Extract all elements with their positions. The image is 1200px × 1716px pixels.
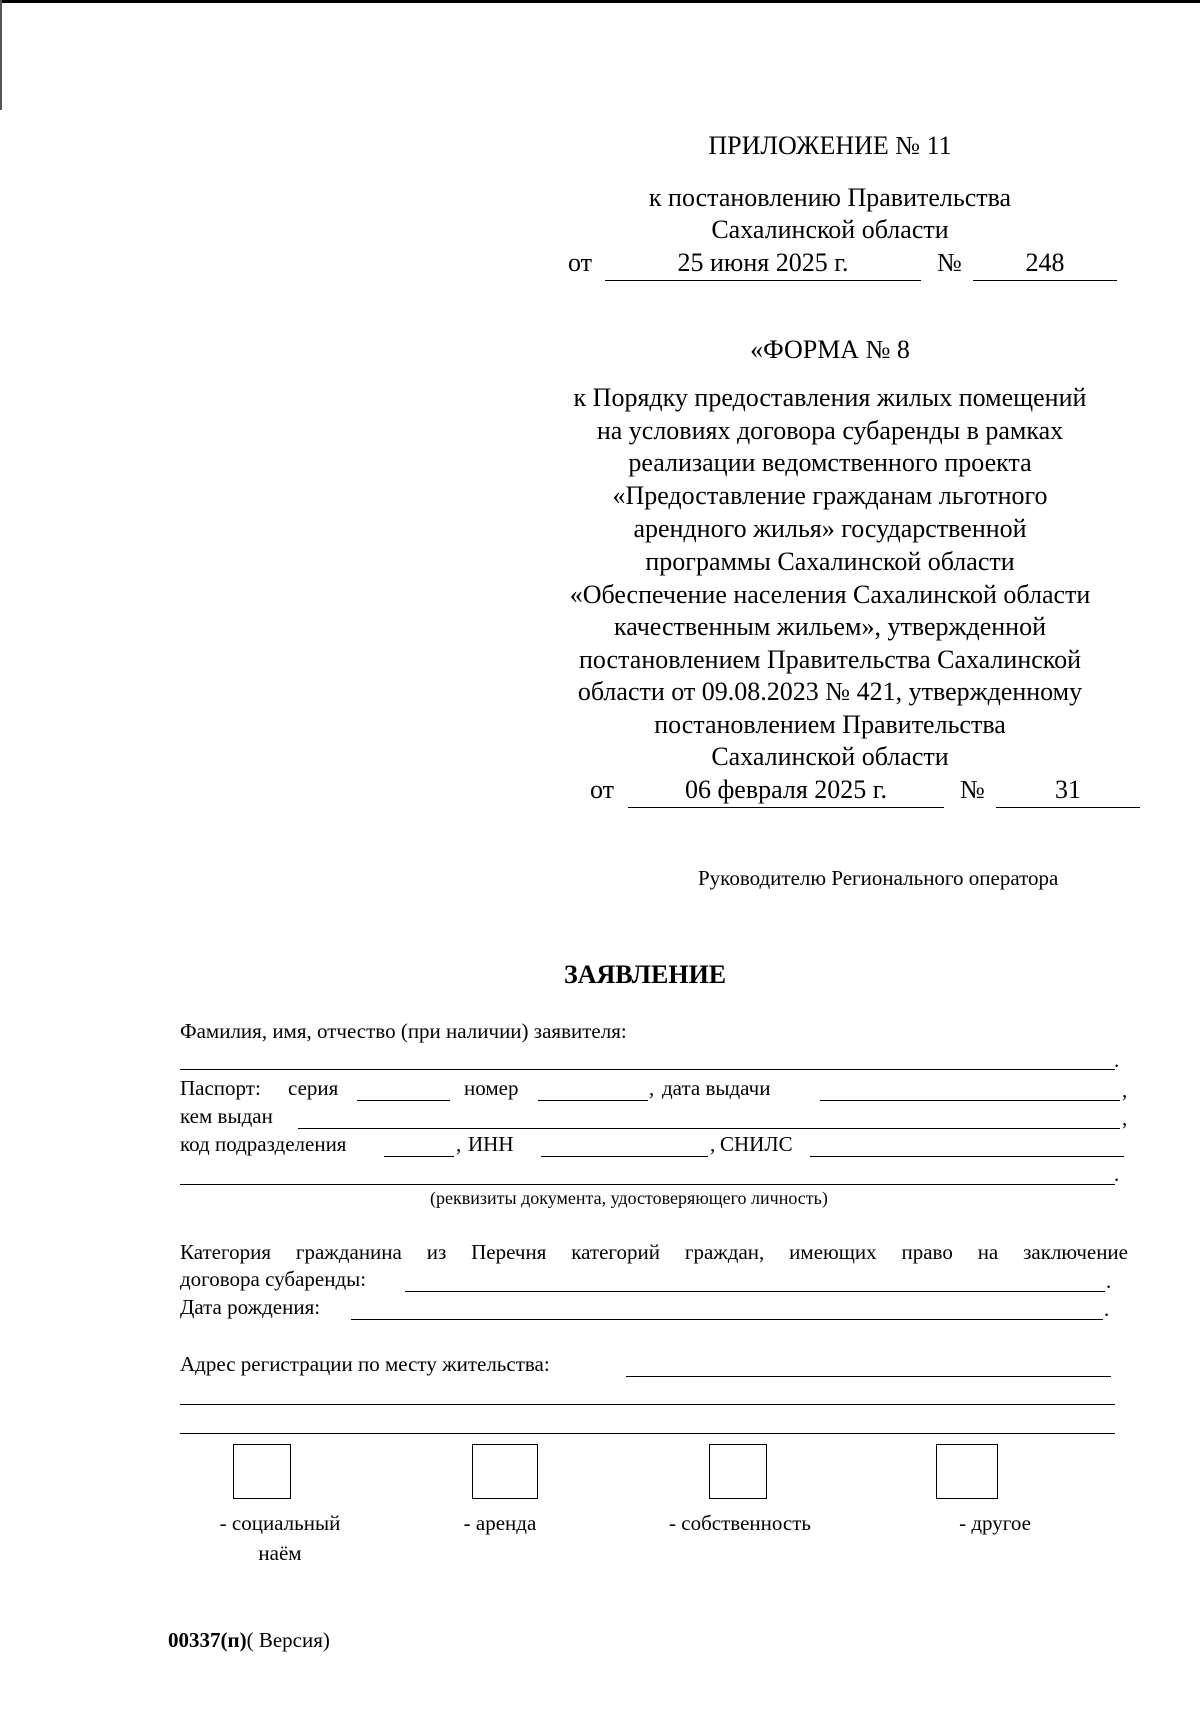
comma-5: , [710, 1132, 716, 1156]
appendix-number: 248 [1025, 248, 1065, 277]
option-social-rent-line-1: - социальный [219, 1511, 341, 1535]
document-caption: (реквизиты документа, удостоверяющего личность) [430, 1188, 828, 1208]
comma-1: , [649, 1076, 655, 1100]
form-from-label: от [590, 775, 615, 804]
category-line-1: Категория гражданина из Перечня категорий граждан, имеющих право на заключение [180, 1240, 1128, 1264]
form-title: «ФОРМА № 8 [750, 335, 910, 364]
appendix-number-field [973, 248, 1117, 281]
birth-date-dot: . [1104, 1297, 1110, 1321]
form-line-5: арендного жилья» государственной [633, 514, 1027, 543]
scan-left-border [0, 0, 2, 110]
number-input-line[interactable] [538, 1076, 648, 1101]
option-other-label: - другое [959, 1511, 1031, 1535]
footer-code: 00337(п) [168, 1628, 247, 1652]
address-label: Адрес регистрации по месту жительства: [180, 1352, 550, 1376]
comma-3: , [1122, 1106, 1128, 1130]
inn-label: ИНН [468, 1132, 514, 1156]
document-input-line[interactable] [180, 1160, 1115, 1185]
fio-input-line[interactable] [180, 1047, 1115, 1070]
series-input-line[interactable] [357, 1076, 450, 1101]
number-label: номер [464, 1076, 519, 1100]
appendix-date: 25 июня 2025 г. [677, 248, 849, 277]
series-label: серия [288, 1076, 339, 1100]
appendix-title: ПРИЛОЖЕНИЕ № 11 [708, 131, 952, 160]
birth-date-input-line[interactable] [351, 1295, 1103, 1320]
appendix-line-2: Сахалинской области [711, 215, 949, 244]
form-number-label: № [960, 775, 985, 804]
doc-dot: . [1114, 1162, 1120, 1186]
form-line-1: к Порядку предоставления жилых помещений [573, 383, 1087, 412]
statement-title: ЗАЯВЛЕНИЕ [564, 960, 727, 989]
option-social-rent-line-2: наём [258, 1541, 302, 1565]
form-number: 31 [1055, 775, 1081, 804]
form-line-10: области от 09.08.2023 № 421, утвержденному [577, 677, 1083, 706]
birth-date-label: Дата рождения: [180, 1295, 321, 1319]
snils-label: СНИЛС [720, 1132, 793, 1156]
dept-code-label: код подразделения [180, 1132, 347, 1156]
form-number-field [996, 775, 1140, 808]
address-input-line-3[interactable] [180, 1409, 1115, 1434]
issue-date-label: дата выдачи [662, 1076, 771, 1100]
category-dot: . [1106, 1269, 1112, 1293]
form-line-3: реализации ведомственного проекта [628, 448, 1032, 477]
category-label: договора субаренды: [180, 1267, 367, 1291]
checkbox-rent[interactable] [472, 1444, 538, 1499]
issued-by-input-line[interactable] [298, 1104, 1120, 1129]
comma-4: , [456, 1132, 462, 1156]
appendix-from-label: от [568, 248, 593, 277]
form-line-8: качественным жильем», утвержденной [613, 612, 1047, 641]
form-line-11: постановлением Правительства [654, 710, 1006, 739]
category-input-line[interactable] [405, 1267, 1105, 1292]
appendix-line-1: к постановлению Правительства [648, 183, 1012, 212]
option-rent-label: - аренда [463, 1511, 537, 1535]
appendix-date-field [605, 248, 921, 281]
form-line-12: Сахалинской области [711, 742, 949, 771]
scan-top-border [0, 0, 1200, 3]
comma-2: , [1122, 1078, 1128, 1102]
issued-by-label: кем выдан [180, 1104, 273, 1128]
form-date-field [628, 775, 944, 808]
footer-code-line [168, 1628, 330, 1653]
option-ownership-label: - собственность [669, 1511, 811, 1535]
form-date: 06 февраля 2025 г. [684, 775, 888, 804]
option-social-rent-label [190, 1508, 370, 1568]
fio-label: Фамилия, имя, отчество (при наличии) заявителя: [180, 1019, 627, 1043]
form-line-9: постановлением Правительства Сахалинской [579, 645, 1081, 674]
checkbox-other[interactable] [936, 1444, 998, 1499]
address-input-line-2[interactable] [180, 1380, 1115, 1405]
form-line-6: программы Сахалинской области [645, 547, 1015, 576]
appendix-number-label: № [937, 248, 962, 277]
checkbox-ownership[interactable] [709, 1444, 767, 1499]
snils-input-line[interactable] [810, 1132, 1124, 1157]
footer-version: ( Версия) [246, 1628, 330, 1652]
form-line-2: на условиях договора субаренды в рамках [596, 416, 1064, 445]
form-line-7: «Обеспечение населения Сахалинской области [569, 580, 1091, 609]
fio-dot: . [1114, 1048, 1120, 1072]
inn-input-line[interactable] [541, 1132, 708, 1157]
addressee: Руководителю Регионального оператора [698, 866, 1059, 890]
dept-code-input-line[interactable] [384, 1132, 454, 1157]
checkbox-social-rent[interactable] [233, 1444, 291, 1499]
passport-label: Паспорт: [180, 1076, 261, 1100]
form-line-4: «Предоставление гражданам льготного [612, 481, 1048, 510]
issue-date-input-line[interactable] [820, 1076, 1120, 1101]
address-input-line-1[interactable] [626, 1352, 1111, 1377]
